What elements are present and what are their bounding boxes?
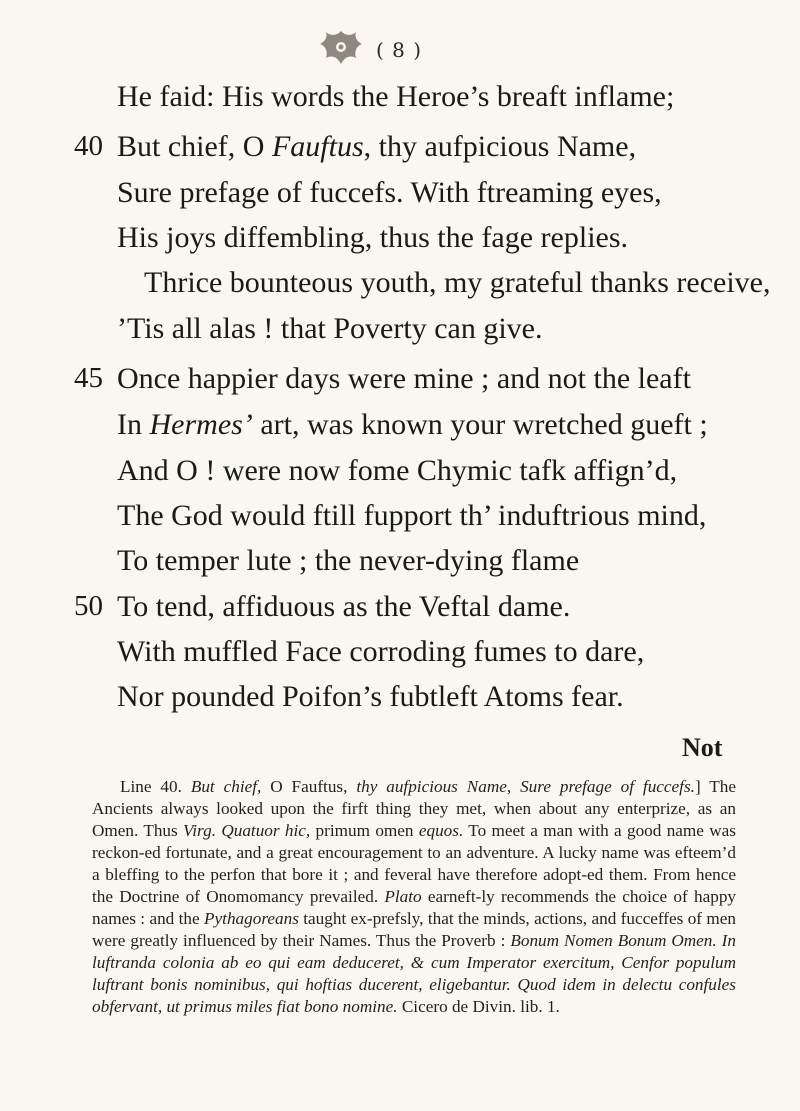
verse-text: And O ! were now fome Chymic tafk affign’d,	[117, 454, 678, 487]
line-number: 45	[74, 362, 103, 394]
verse-text: ’Tis all alas ! that Poverty can give.	[117, 312, 543, 345]
footnote-citation: equos.	[418, 821, 464, 840]
footnote-citation: Bonum Nomen Bonum Omen. In luftranda colonia ab eo qui eam deduceret, & cum Imperator exercitum, Cenfor populum luftrant bonis nominibus, qui hoftias ducerent, eligebantur. Quod idem in delectu confules obfervant, ut primus miles fiat bono nomine.	[92, 931, 736, 1016]
footnote-citation: Pythagoreans	[204, 909, 299, 928]
verse-name-fauftus: Fauftus	[271, 130, 364, 163]
footnote-citation: Plato	[384, 887, 422, 906]
verse-text-part: In	[117, 408, 150, 441]
verse-text: Once happier days were mine ; and not the leaft	[117, 362, 691, 395]
verse-text: Thrice bounteous youth, my grateful thanks receive,	[144, 266, 771, 299]
footnote-text: To meet a man with a good name was reckon-ed fortunate, and a great encouragement to an adventure. A lucky name was efteem’d a bleffing to the perfon that bore it ; and feveral have therefore adopt-ed them. From hence the Doctrine of Onomomancy prevailed.	[92, 821, 736, 906]
verse-text: He faid: His words the Heroe’s breaft inflame;	[117, 80, 675, 113]
catchword: Not	[682, 733, 723, 762]
verse-name-hermes: Hermes’	[149, 408, 253, 441]
verse-text: Sure prefage of fuccefs. With ftreaming eyes,	[117, 176, 662, 209]
verse-text-part: But chief, O	[117, 130, 272, 163]
footnote-lemma-name: O Fauftus,	[261, 777, 357, 796]
verse-text: His joys diffembling, thus the fage replies.	[117, 221, 629, 254]
footnote-text: primum omen	[310, 821, 419, 840]
verse-text-part: , thy aufpicious Name,	[363, 130, 637, 163]
verse-text: The God would ftill fupport th’ induftrious mind,	[117, 499, 707, 532]
footnote-text: earneft-ly recommends the choice of happy names : and the	[92, 887, 737, 928]
footnote-line-ref: Line 40.	[120, 777, 182, 796]
printers-ornament-icon	[318, 28, 364, 68]
verse-text: To tend, affiduous as the Veftal dame.	[117, 590, 571, 623]
footnote-lemma: But chief,	[190, 777, 262, 796]
line-number: 40	[74, 130, 103, 162]
page-number: ( 8 )	[376, 38, 423, 62]
verse-text-part: art, was known your wretched gueft ;	[252, 408, 708, 441]
verse-text: To temper lute ; the never-dying flame	[117, 544, 580, 577]
verse-text	[117, 410, 708, 440]
verse-text	[117, 132, 636, 162]
footnote-citation: Virg. Quatuor hic,	[183, 821, 311, 840]
verse-text: Nor pounded Poifon’s fubtleft Atoms fear.	[117, 680, 624, 713]
footnote-text: Cicero de Divin. lib. 1.	[397, 997, 560, 1016]
footnote-text: taught ex-prefsly, that the minds, actions, and fucceffes of men were greatly influenced by their Names. Thus the Proverb :	[92, 909, 737, 950]
footnote-text: ] The Ancients always looked upon the firft thing they met, when about any enterprize, as an Omen. Thus	[92, 777, 736, 840]
line-number: 50	[74, 590, 103, 622]
footnote	[92, 776, 736, 1018]
footnote-lemma: thy aufpicious Name, Sure prefage of fuccefs.	[356, 777, 695, 796]
verse-text: With muffled Face corroding fumes to dare,	[117, 635, 645, 668]
